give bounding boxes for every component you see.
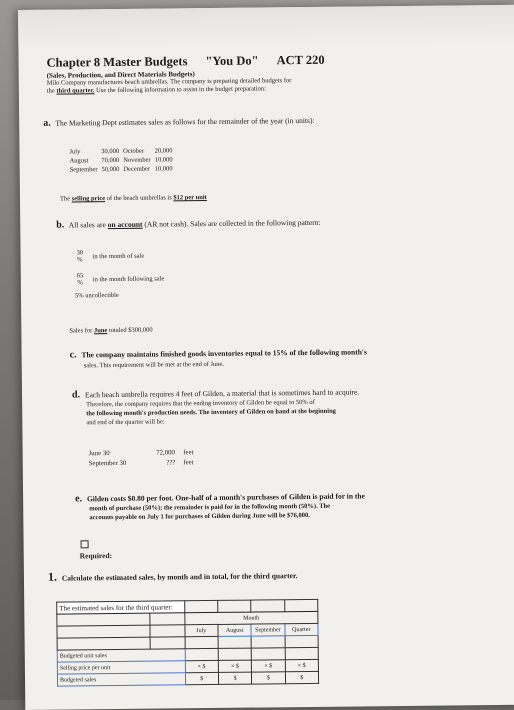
collection-pct-2: 65 % (76, 272, 84, 287)
item-b: b. All sales are on account (AR not cash). Sales are collected in the following pattern: (56, 217, 321, 231)
item-b-letter: b. (56, 219, 65, 231)
input-cell[interactable] (251, 648, 284, 660)
month-header: Month (184, 611, 318, 624)
document-title (46, 53, 324, 71)
input-cell[interactable]: $ (185, 672, 218, 684)
row-label-selling-price: Selling price per unit (57, 661, 185, 674)
table-row (57, 671, 318, 686)
item-d-line-3: the following month's production needs. The inventory of Gilden on hand at the beginning (86, 407, 336, 418)
gilden-inventory-table (89, 448, 202, 469)
input-cell[interactable]: $ (218, 672, 251, 684)
item-c-letter: c. (69, 349, 77, 361)
third-quarter-emphasis: third quarter. (56, 87, 95, 95)
row-label-budgeted-sales: Budgeted sales (57, 673, 185, 686)
item-a-text: The Marketing Dept estimates sales as follows for the remainder of the year (in units): (55, 115, 315, 128)
input-cell[interactable]: $ (252, 672, 285, 684)
item-e-line-3: accounts payable on July 1 for purchases of Gilden during June will be $76,000. (89, 511, 310, 522)
column-header-september: September (251, 624, 284, 636)
worksheet-paper (18, 5, 514, 710)
collection-pct-1: 30 % (76, 249, 84, 264)
question-1: 1. Calculate the estimated sales, by month and in total, for the third quarter. (47, 569, 298, 584)
item-e-letter: e. (75, 493, 83, 505)
june-sales-line: Sales for June totaled $300,000 (69, 326, 153, 335)
worksheet-title: The estimated sales for the third quarter: (57, 601, 185, 614)
column-header-quarter: Quarter (285, 623, 319, 635)
column-header-august: August (218, 624, 251, 636)
item-e: e. Gilden costs $0.80 per foot. One-half of a month's purchases of Gilden is paid for in the (75, 491, 365, 505)
input-cell[interactable] (285, 647, 319, 659)
input-cell[interactable] (185, 648, 218, 660)
item-e-line-2: month of purchase (50%); the remainder is paid for in the following month (50%). The (89, 502, 331, 513)
chapter-title: Chapter 8 Master Budgets (46, 54, 188, 70)
collection-text-1: in the month of sale (92, 252, 145, 261)
item-d: d. Each beach umbrella requires 4 feet of Gilden, a material that is sometimes hard to acquire. (71, 387, 360, 401)
input-cell[interactable]: × $ (285, 659, 319, 671)
table-row: September 50,000 December 10,000 (69, 165, 173, 174)
document-subtitle: (Sales, Production, and Direct Materials Budgets) (46, 70, 195, 80)
you-do-label: "You Do" (205, 53, 259, 69)
item-d-line-2: Therefore, the company requires that the ending inventory of Gilden be equal to 50% of (86, 398, 315, 409)
row-label-budgeted-unit-sales: Budgeted unit sales (57, 649, 185, 662)
table-row: September 30 ??? feet (88, 459, 194, 468)
input-cell[interactable]: × $ (252, 660, 285, 672)
intro-line-2: the third quarter. Use the following information to assist in the budget preparation: (46, 85, 267, 95)
item-d-line-4: and end of the quarter will be: (86, 418, 165, 427)
table-row: June 30 72,000 feet (88, 449, 194, 458)
intro-line-1: Milo Company manufactures beach umbrellas. The company is preparing detailed budgets for (46, 77, 292, 87)
item-d-letter: d. (71, 389, 81, 401)
table-row: August 70,000 November 10,000 (69, 156, 173, 165)
item-a (43, 115, 314, 129)
collection-text-2: in the month following sale (92, 275, 165, 284)
collection-text-3: 5% uncollectible (74, 291, 119, 300)
selling-price-line: The selling price of the beach umbrellas is $12 per unit (59, 194, 207, 203)
sales-estimates-table (69, 146, 176, 174)
required-heading: Required: (79, 551, 113, 561)
item-c-line-2: sales. This requirement will be met at the end of June. (83, 360, 225, 370)
input-cell[interactable]: $ (285, 671, 319, 683)
expand-checkbox-icon[interactable] (81, 540, 89, 548)
input-cell[interactable]: × $ (185, 660, 218, 672)
estimated-sales-worksheet (56, 599, 319, 687)
table-row: July 30,000 October 20,000 (69, 147, 173, 156)
item-a-letter: a. (43, 117, 51, 129)
column-header-july: July (184, 624, 217, 636)
item-c: c. The company maintains finished goods inventories equal to 15% of the following month's (69, 347, 367, 361)
input-cell[interactable]: × $ (218, 660, 251, 672)
course-code: ACT 220 (276, 52, 325, 68)
input-cell[interactable] (218, 648, 251, 660)
